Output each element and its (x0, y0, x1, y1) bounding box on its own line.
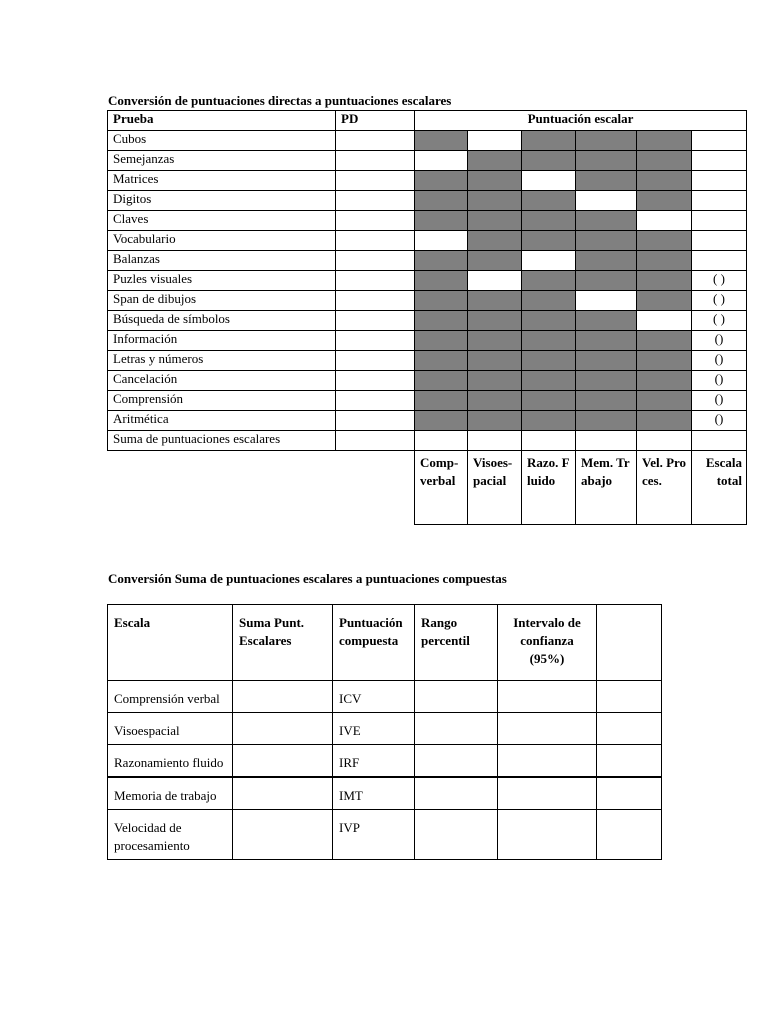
total-cell[interactable]: () (692, 371, 747, 391)
extra-cell[interactable] (597, 681, 662, 713)
total-cell[interactable] (692, 191, 747, 211)
test-name: Información (108, 331, 336, 351)
shaded-cell (576, 231, 637, 251)
suma-cell[interactable] (233, 777, 333, 810)
shaded-cell (637, 411, 692, 431)
pd-cell[interactable] (336, 211, 415, 231)
header-suma: Suma Punt. Escalares (233, 605, 333, 681)
pd-cell[interactable] (336, 331, 415, 351)
escala-cell: Velocidad de procesamiento (108, 810, 233, 860)
shaded-cell (522, 191, 576, 211)
composite-row-irf (108, 745, 662, 778)
shaded-cell (522, 211, 576, 231)
shaded-cell (468, 411, 522, 431)
shaded-cell (637, 391, 692, 411)
test-name: Vocabulario (108, 231, 336, 251)
scaled-score-table (107, 110, 747, 525)
score-cell[interactable] (522, 171, 576, 191)
score-row-balanzas (108, 251, 747, 271)
shaded-cell (415, 271, 468, 291)
score-row-span-de-dibujos (108, 291, 747, 311)
test-name: Digitos (108, 191, 336, 211)
sum-cell[interactable] (692, 431, 747, 451)
test-name: Búsqueda de símbolos (108, 311, 336, 331)
header-prueba: Prueba (108, 111, 336, 131)
shaded-cell (522, 271, 576, 291)
shaded-cell (468, 331, 522, 351)
test-name: Matrices (108, 171, 336, 191)
pd-cell[interactable] (336, 411, 415, 431)
shaded-cell (576, 391, 637, 411)
intervalo-cell[interactable] (498, 777, 597, 810)
rango-cell[interactable] (415, 713, 498, 745)
shaded-cell (576, 171, 637, 191)
shaded-cell (637, 151, 692, 171)
total-cell[interactable] (692, 131, 747, 151)
score-row-busqueda-de-simbolos (108, 311, 747, 331)
test-name: Span de dibujos (108, 291, 336, 311)
escala-cell: Comprensión verbal (108, 681, 233, 713)
shaded-cell (637, 131, 692, 151)
shaded-cell (637, 251, 692, 271)
header-blank (597, 605, 662, 681)
test-name: Aritmética (108, 411, 336, 431)
shaded-cell (637, 191, 692, 211)
shaded-cell (468, 231, 522, 251)
index-label-visoes-pacial: Visoes-pacial (468, 451, 522, 525)
shaded-cell (415, 411, 468, 431)
suma-cell[interactable] (233, 713, 333, 745)
index-label-escala-total: Escala total (692, 451, 747, 525)
test-name: Puzles visuales (108, 271, 336, 291)
intervalo-cell[interactable] (498, 713, 597, 745)
indice-cell: IMT (333, 777, 415, 810)
intervalo-cell[interactable] (498, 745, 597, 778)
total-cell[interactable]: () (692, 391, 747, 411)
sum-cell[interactable] (576, 431, 637, 451)
score-row-semejanzas (108, 151, 747, 171)
shaded-cell (415, 311, 468, 331)
total-cell[interactable]: () (692, 331, 747, 351)
shaded-cell (415, 211, 468, 231)
score-cell[interactable] (576, 291, 637, 311)
total-cell[interactable]: ( ) (692, 291, 747, 311)
index-label-comp-verbal: Comp-verbal (415, 451, 468, 525)
shaded-cell (522, 311, 576, 331)
indice-cell: IVP (333, 810, 415, 860)
shaded-cell (415, 171, 468, 191)
header-pd: PD (336, 111, 415, 131)
intervalo-cell[interactable] (498, 810, 597, 860)
shaded-cell (415, 351, 468, 371)
score-cell[interactable] (468, 131, 522, 151)
header-puntuacion-compuesta: Puntuación compuesta (333, 605, 415, 681)
header-rango: Rango percentil (415, 605, 498, 681)
sum-label: Suma de puntuaciones escalares (108, 431, 336, 451)
extra-cell[interactable] (597, 745, 662, 778)
composite-score-table (107, 604, 662, 860)
shaded-cell (468, 251, 522, 271)
pd-cell[interactable] (336, 391, 415, 411)
score-row-cubos (108, 131, 747, 151)
rango-cell[interactable] (415, 745, 498, 778)
rango-cell[interactable] (415, 777, 498, 810)
score-cell[interactable] (415, 231, 468, 251)
composite-row-ive (108, 713, 662, 745)
shaded-cell (576, 211, 637, 231)
shaded-cell (415, 391, 468, 411)
score-cell[interactable] (576, 191, 637, 211)
composite-row-ivp (108, 810, 662, 860)
total-cell[interactable] (692, 151, 747, 171)
shaded-cell (522, 331, 576, 351)
shaded-cell (576, 411, 637, 431)
escala-cell: Visoespacial (108, 713, 233, 745)
intervalo-cell[interactable] (498, 681, 597, 713)
shaded-cell (468, 391, 522, 411)
composite-row-icv (108, 681, 662, 713)
shaded-cell (468, 191, 522, 211)
escala-cell: Memoria de trabajo (108, 777, 233, 810)
rango-cell[interactable] (415, 681, 498, 713)
score-cell[interactable] (468, 271, 522, 291)
shaded-cell (576, 151, 637, 171)
sum-cell[interactable] (637, 431, 692, 451)
index-label-vel-proces: Vel. Proces. (637, 451, 692, 525)
score-row-aritmetica (108, 411, 747, 431)
shaded-cell (468, 151, 522, 171)
rango-cell[interactable] (415, 810, 498, 860)
table1-title: Conversión de puntuaciones directas a puntuaciones escalares (108, 93, 452, 108)
shaded-cell (468, 171, 522, 191)
indice-cell: IVE (333, 713, 415, 745)
shaded-cell (522, 151, 576, 171)
total-cell[interactable] (692, 231, 747, 251)
composite-row-imt (108, 777, 662, 810)
shaded-cell (415, 331, 468, 351)
test-name: Letras y números (108, 351, 336, 371)
shaded-cell (576, 331, 637, 351)
shaded-cell (637, 171, 692, 191)
score-row-informacion (108, 331, 747, 351)
pd-cell[interactable] (336, 251, 415, 271)
total-cell[interactable]: ( ) (692, 271, 747, 291)
shaded-cell (522, 131, 576, 151)
shaded-cell (415, 131, 468, 151)
total-cell[interactable]: () (692, 411, 747, 431)
shaded-cell (637, 291, 692, 311)
index-footer-row (108, 451, 747, 525)
header-intervalo: Intervalo de confianza (95%) (498, 605, 597, 681)
shaded-cell (576, 311, 637, 331)
score-row-cancelacion (108, 371, 747, 391)
index-label-razo-fluido: Razo. Fluido (522, 451, 576, 525)
shaded-cell (468, 291, 522, 311)
shaded-cell (522, 391, 576, 411)
footer-spacer (336, 451, 415, 525)
shaded-cell (637, 231, 692, 251)
shaded-cell (415, 371, 468, 391)
test-name: Comprensión (108, 391, 336, 411)
shaded-cell (576, 131, 637, 151)
score-cell[interactable] (522, 251, 576, 271)
extra-cell[interactable] (597, 777, 662, 810)
test-name: Cancelación (108, 371, 336, 391)
extra-cell[interactable] (597, 713, 662, 745)
footer-spacer (108, 451, 336, 525)
test-name: Semejanzas (108, 151, 336, 171)
shaded-cell (415, 291, 468, 311)
sum-cell[interactable] (415, 431, 468, 451)
shaded-cell (576, 271, 637, 291)
header-escala: Escala (108, 605, 233, 681)
test-name: Balanzas (108, 251, 336, 271)
shaded-cell (415, 251, 468, 271)
shaded-cell (637, 371, 692, 391)
pd-cell[interactable] (336, 371, 415, 391)
total-cell[interactable] (692, 171, 747, 191)
shaded-cell (522, 411, 576, 431)
suma-cell[interactable] (233, 745, 333, 778)
escala-cell: Razonamiento fluido (108, 745, 233, 778)
pd-cell[interactable] (336, 171, 415, 191)
shaded-cell (522, 371, 576, 391)
score-row-digitos (108, 191, 747, 211)
pd-cell[interactable] (336, 311, 415, 331)
shaded-cell (468, 371, 522, 391)
shaded-cell (522, 291, 576, 311)
shaded-cell (576, 371, 637, 391)
total-cell[interactable] (692, 251, 747, 271)
shaded-cell (468, 211, 522, 231)
test-name: Cubos (108, 131, 336, 151)
pd-cell[interactable] (336, 271, 415, 291)
index-label-mem-trabajo: Mem. Trabajo (576, 451, 637, 525)
shaded-cell (522, 351, 576, 371)
score-row-claves (108, 211, 747, 231)
pd-cell[interactable] (336, 151, 415, 171)
sum-row (108, 431, 747, 451)
sum-pd-cell[interactable] (336, 431, 415, 451)
shaded-cell (576, 251, 637, 271)
shaded-cell (637, 271, 692, 291)
pd-cell[interactable] (336, 351, 415, 371)
shaded-cell (637, 331, 692, 351)
pd-cell[interactable] (336, 191, 415, 211)
score-row-vocabulario (108, 231, 747, 251)
extra-cell[interactable] (597, 810, 662, 860)
total-cell[interactable] (692, 211, 747, 231)
test-name: Claves (108, 211, 336, 231)
score-cell[interactable] (637, 311, 692, 331)
shaded-cell (637, 351, 692, 371)
score-cell[interactable] (415, 151, 468, 171)
shaded-cell (576, 351, 637, 371)
shaded-cell (468, 351, 522, 371)
indice-cell: ICV (333, 681, 415, 713)
total-cell[interactable]: ( ) (692, 311, 747, 331)
pd-cell[interactable] (336, 231, 415, 251)
header-puntuacion-escalar: Puntuación escalar (415, 111, 747, 131)
score-row-letras-y-numeros (108, 351, 747, 371)
table2-title: Conversión Suma de puntuaciones escalares a puntuaciones compuestas (108, 571, 507, 586)
indice-cell: IRF (333, 745, 415, 778)
score-row-matrices (108, 171, 747, 191)
sum-cell[interactable] (522, 431, 576, 451)
pd-cell[interactable] (336, 131, 415, 151)
shaded-cell (415, 191, 468, 211)
suma-cell[interactable] (233, 810, 333, 860)
score-row-comprension (108, 391, 747, 411)
suma-cell[interactable] (233, 681, 333, 713)
score-cell[interactable] (637, 211, 692, 231)
shaded-cell (468, 311, 522, 331)
score-row-puzles-visuales (108, 271, 747, 291)
pd-cell[interactable] (336, 291, 415, 311)
shaded-cell (522, 231, 576, 251)
total-cell[interactable]: () (692, 351, 747, 371)
sum-cell[interactable] (468, 431, 522, 451)
